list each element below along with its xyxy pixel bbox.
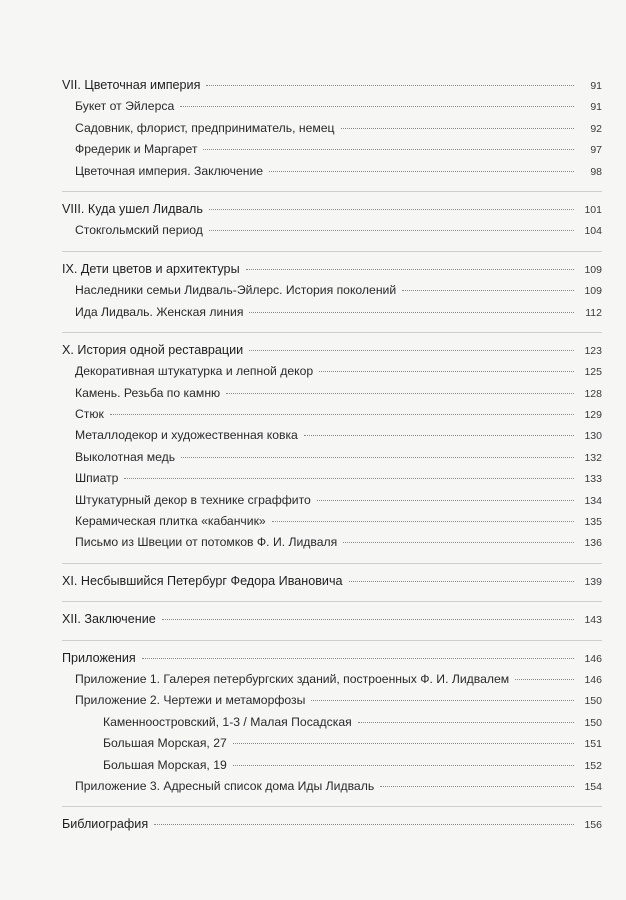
page-number: 112 xyxy=(585,306,602,319)
toc-section xyxy=(62,78,602,192)
toc-entry[interactable] xyxy=(62,428,602,449)
dot-leader xyxy=(233,743,574,744)
page-number: 133 xyxy=(584,473,602,486)
page-number: 101 xyxy=(584,203,602,216)
dot-leader xyxy=(272,521,574,522)
entry-title: Стюк xyxy=(75,407,104,422)
entry-title: Приложения xyxy=(62,650,136,665)
toc-entry[interactable] xyxy=(62,715,602,736)
toc-entry[interactable] xyxy=(62,99,602,120)
dot-leader xyxy=(349,581,574,582)
entry-title: X. История одной реставрации xyxy=(62,342,244,357)
dot-leader xyxy=(124,478,574,479)
entry-title: Каменноостровский, 1-3 / Малая Посадская xyxy=(103,714,352,729)
toc-section xyxy=(62,651,602,808)
toc-entry[interactable] xyxy=(62,121,602,142)
page-number: 135 xyxy=(584,516,602,529)
page-number: 109 xyxy=(584,263,602,276)
toc-section xyxy=(62,262,602,333)
dot-leader xyxy=(181,457,574,458)
toc-entry[interactable] xyxy=(62,758,602,779)
toc-entry[interactable] xyxy=(62,223,602,244)
dot-leader xyxy=(180,106,574,107)
toc-entry[interactable] xyxy=(62,450,602,471)
entry-title: Большая Морская, 27 xyxy=(103,736,227,751)
toc-entry[interactable] xyxy=(62,471,602,492)
toc-entry[interactable] xyxy=(62,535,602,556)
page-number: 92 xyxy=(590,122,602,135)
entry-title: Металлодекор и художественная ковка xyxy=(75,428,298,443)
page-number: 125 xyxy=(584,366,602,379)
dot-leader xyxy=(380,786,574,787)
entry-title: Приложение 1. Галерея петербургских зданий, построенных Ф. И. Лидвалем xyxy=(75,671,510,686)
toc-entry[interactable] xyxy=(62,386,602,407)
dot-leader xyxy=(233,765,574,766)
page-number: 109 xyxy=(584,285,602,298)
table-of-contents xyxy=(62,78,602,855)
dot-leader xyxy=(209,209,574,210)
page-number: 129 xyxy=(584,409,602,422)
page-number: 134 xyxy=(584,494,602,507)
entry-title: Декоративная штукатурка и лепной декор xyxy=(75,364,314,379)
page-number: 152 xyxy=(584,759,602,772)
toc-entry[interactable] xyxy=(62,305,602,326)
dot-leader xyxy=(154,824,574,825)
page-number: 132 xyxy=(584,451,602,464)
entry-title: VIII. Куда ушел Лидваль xyxy=(62,201,203,216)
entry-title: Библиография xyxy=(62,817,149,832)
toc-entry[interactable] xyxy=(62,164,602,185)
page-number: 139 xyxy=(584,575,602,588)
toc-section xyxy=(62,202,602,252)
entry-title: XI. Несбывшийся Петербург Федора Ивановича xyxy=(62,573,343,588)
toc-chapter[interactable] xyxy=(62,612,602,633)
toc-entry[interactable] xyxy=(62,283,602,304)
entry-title: XII. Заключение xyxy=(62,612,156,627)
page-number: 146 xyxy=(584,652,602,665)
toc-entry[interactable] xyxy=(62,779,602,800)
toc-entry[interactable] xyxy=(62,693,602,714)
entry-title: Штукатурный декор в технике сграффито xyxy=(75,492,311,507)
toc-section xyxy=(62,343,602,564)
dot-leader xyxy=(226,393,574,394)
toc-chapter[interactable] xyxy=(62,651,602,672)
toc-chapter[interactable] xyxy=(62,574,602,595)
entry-title: Букет от Эйлерса xyxy=(75,99,175,114)
toc-entry[interactable] xyxy=(62,407,602,428)
page-number: 154 xyxy=(584,780,602,793)
toc-chapter[interactable] xyxy=(62,817,602,838)
entry-title: Шпиатр xyxy=(75,471,119,486)
page-number: 91 xyxy=(590,101,602,114)
toc-chapter[interactable] xyxy=(62,202,602,223)
dot-leader xyxy=(246,269,574,270)
dot-leader xyxy=(269,171,574,172)
page-number: 146 xyxy=(584,673,602,686)
dot-leader xyxy=(317,500,574,501)
page-number: 97 xyxy=(590,144,602,157)
entry-title: IX. Дети цветов и архитектуры xyxy=(62,261,240,276)
entry-title: Письмо из Швеции от потомков Ф. И. Лидваля xyxy=(75,535,338,550)
dot-leader xyxy=(319,371,574,372)
page-number: 150 xyxy=(584,716,602,729)
toc-chapter[interactable] xyxy=(62,78,602,99)
dot-leader xyxy=(311,700,574,701)
toc-entry[interactable] xyxy=(62,142,602,163)
page-number: 143 xyxy=(584,614,602,627)
page-number: 98 xyxy=(590,165,602,178)
toc-entry[interactable] xyxy=(62,493,602,514)
toc-section xyxy=(62,817,602,844)
entry-title: Садовник, флорист, предприниматель, немец xyxy=(75,120,335,135)
entry-title: Керамическая плитка «кабанчик» xyxy=(75,514,266,529)
page-number: 128 xyxy=(584,387,602,400)
page-number: 156 xyxy=(584,819,602,832)
dot-leader xyxy=(358,722,574,723)
page-number: 151 xyxy=(584,738,602,751)
dot-leader xyxy=(206,85,574,86)
toc-entry[interactable] xyxy=(62,736,602,757)
entry-title: Стокгольмский период xyxy=(75,223,203,238)
entry-title: Цветочная империя. Заключение xyxy=(75,163,264,178)
toc-section xyxy=(62,574,602,602)
toc-chapter[interactable] xyxy=(62,343,602,364)
page-number: 91 xyxy=(590,80,602,92)
toc-entry[interactable] xyxy=(62,364,602,385)
entry-title: Камень. Резьба по камню xyxy=(75,385,221,400)
toc-chapter[interactable] xyxy=(62,262,602,283)
page-number: 150 xyxy=(584,695,602,708)
dot-leader xyxy=(162,619,574,620)
entry-title: Наследники семьи Лидваль-Эйлерс. История поколений xyxy=(75,283,397,298)
entry-title: VII. Цветочная империя xyxy=(62,78,201,92)
dot-leader xyxy=(209,230,574,231)
toc-section xyxy=(62,612,602,640)
page-number: 130 xyxy=(584,430,602,443)
toc-entry[interactable] xyxy=(62,672,602,693)
dot-leader xyxy=(341,128,575,129)
dot-leader xyxy=(203,149,574,150)
page-number: 104 xyxy=(584,225,602,238)
dot-leader xyxy=(515,679,574,680)
entry-title: Приложение 3. Адресный список дома Иды Лидваль xyxy=(75,778,375,793)
entry-title: Фредерик и Маргарет xyxy=(75,142,198,157)
dot-leader xyxy=(249,350,574,351)
toc-entry[interactable] xyxy=(62,514,602,535)
dot-leader xyxy=(343,542,574,543)
entry-title: Приложение 2. Чертежи и метаморфозы xyxy=(75,693,306,708)
entry-title: Выколотная медь xyxy=(75,449,176,464)
dot-leader xyxy=(142,658,574,659)
dot-leader xyxy=(402,290,574,291)
page-number: 123 xyxy=(584,344,602,357)
page-number: 136 xyxy=(584,537,602,550)
dot-leader xyxy=(304,435,574,436)
dot-leader xyxy=(110,414,574,415)
dot-leader xyxy=(249,312,574,313)
entry-title: Ида Лидваль. Женская линия xyxy=(75,304,244,319)
entry-title: Большая Морская, 19 xyxy=(103,757,227,772)
